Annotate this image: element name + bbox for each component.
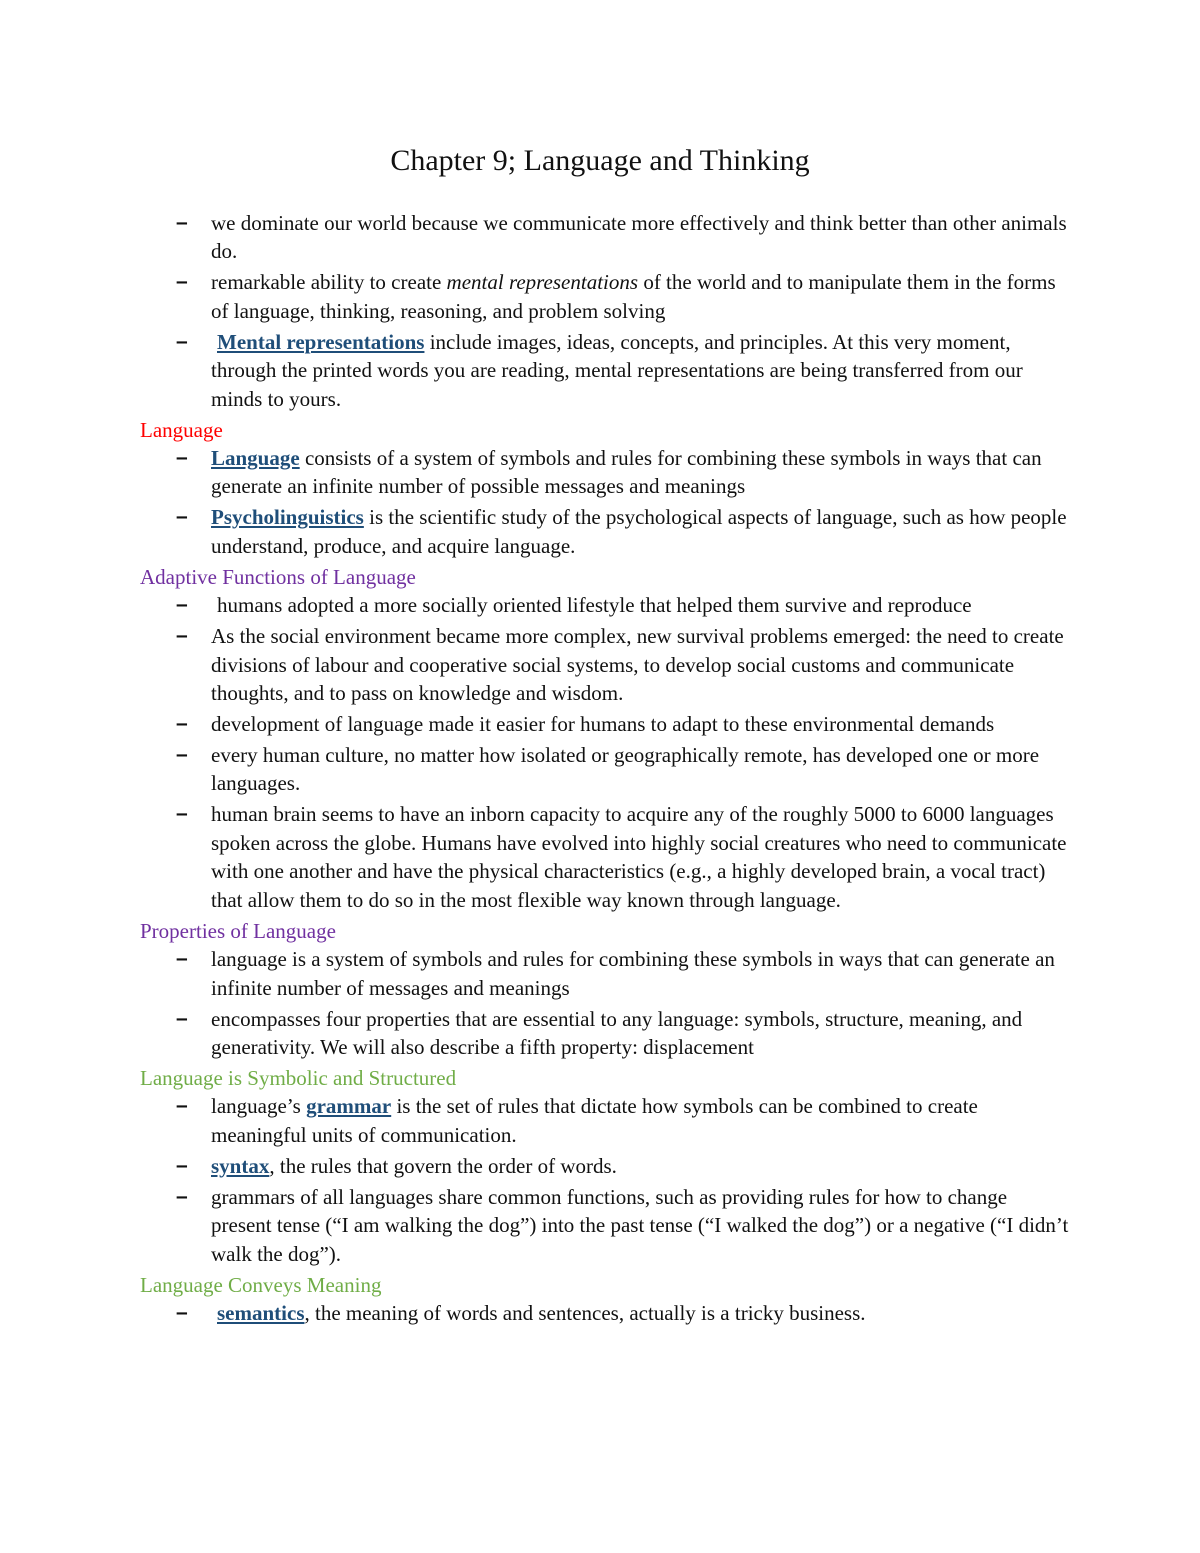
list-item — [140, 1183, 1070, 1268]
bullet-text: , the rules that govern the order of words. — [269, 1153, 617, 1178]
section-heading-adaptive-functions: Adaptive Functions of Language — [140, 564, 416, 589]
list-item — [140, 268, 1070, 325]
list-item — [140, 622, 1070, 707]
bullet-text: encompasses four properties that are essential to any language: symbols, structure, meaning, and generativity. We will also describe a fifth property: displacement — [211, 1006, 1023, 1059]
symbolic-list — [140, 1092, 1070, 1268]
key-term-semantics[interactable]: semantics — [217, 1300, 305, 1325]
meaning-list — [140, 1299, 1070, 1327]
emphasis-text: mental representations — [446, 270, 639, 295]
bullet-text: human brain seems to have an inborn capacity to acquire any of the roughly 5000 to 6000 languages spoken across the globe. Humans have evolved into highly social creatures who need to communicate with one another and have the physical characteristics (e.g., a highly developed brain, a vocal tract) that allow them to do so in the most flexible way known through language. — [211, 802, 1067, 912]
bullet-dash: – — [176, 712, 188, 736]
bullet-text: is the set of rules that dictate how symbols can be combined to create meaningful units of communication. — [211, 1094, 978, 1147]
bullet-dash: – — [176, 505, 188, 529]
bullet-dash: – — [176, 211, 188, 234]
bullet-text: grammars of all languages share common functions, such as providing rules for how to change present tense (“I am walking the dog”) into the past tense (“I walked the dog”) or a negative (“I didn’t walk the dog”). — [211, 1184, 1069, 1266]
language-list — [140, 444, 1070, 560]
bullet-text: language’s — [211, 1094, 307, 1119]
bullet-dash: – — [176, 1184, 188, 1208]
list-item — [140, 503, 1070, 560]
key-term-language[interactable]: Language — [211, 446, 300, 471]
bullet-text: , the meaning of words and sentences, actually is a tricky business. — [304, 1300, 866, 1325]
section-heading-symbolic-structured: Language is Symbolic and Structured — [140, 1065, 457, 1090]
list-item — [140, 800, 1070, 914]
bullet-text: humans adopted a more socially oriented lifestyle that helped them survive and reproduce — [217, 593, 972, 618]
list-item — [140, 209, 1070, 266]
key-term-mental-representations[interactable]: Mental representations — [217, 329, 425, 354]
bullet-text: of the world and to manipulate them in the forms of language, thinking, reasoning, and problem solving — [211, 270, 1056, 323]
bullet-text: language is a system of symbols and rules for combining these symbols in ways that can generate an infinite number of messages and meanings — [211, 947, 1055, 1000]
bullet-dash: – — [176, 270, 188, 294]
document-body — [140, 209, 1070, 1330]
page-title: Chapter 9; Language and Thinking — [390, 144, 810, 177]
key-term-psycholinguistics[interactable]: Psycholinguistics — [211, 505, 364, 530]
bullet-text: As the social environment became more complex, new survival problems emerged: the need to create divisions of labour and cooperative social systems, to develop social customs and communicate thoughts, and to pass on knowledge and wisdom. — [211, 624, 1064, 706]
list-item — [140, 591, 1070, 619]
bullet-dash: – — [176, 947, 188, 971]
bullet-text: remarkable ability to create — [211, 270, 447, 295]
bullet-dash: – — [176, 1300, 188, 1324]
section-heading-conveys-meaning: Language Conveys Meaning — [140, 1272, 382, 1297]
list-item — [140, 741, 1070, 798]
adaptive-list — [140, 591, 1070, 914]
bullet-dash: – — [176, 624, 188, 648]
bullet-text: development of language made it easier for humans to adapt to these environmental demands — [211, 712, 995, 737]
list-item — [140, 1092, 1070, 1149]
intro-list — [140, 209, 1070, 413]
bullet-text: consists of a system of symbols and rules for combining these symbols in ways that can generate an infinite number of possible messages and meanings — [211, 446, 1042, 499]
bullet-dash: – — [176, 329, 188, 353]
bullet-text: is the scientific study of the psychological aspects of language, such as how people understand, produce, and acquire language. — [211, 505, 1067, 558]
bullet-dash: – — [176, 743, 188, 767]
list-item — [140, 328, 1070, 413]
properties-list — [140, 945, 1070, 1061]
bullet-dash: – — [176, 802, 188, 826]
section-heading-language: Language — [140, 417, 223, 442]
list-item — [140, 710, 1070, 738]
list-item — [140, 1152, 1070, 1180]
bullet-dash: – — [176, 593, 188, 617]
key-term-syntax[interactable]: syntax — [211, 1153, 270, 1178]
bullet-dash: – — [176, 446, 188, 470]
bullet-text: we dominate our world because we communicate more effectively and think better than other animals do. — [211, 211, 1067, 264]
list-item — [140, 945, 1070, 1002]
list-item — [140, 444, 1070, 501]
bullet-dash: – — [176, 1006, 188, 1030]
bullet-dash: – — [176, 1153, 188, 1177]
bullet-dash: – — [176, 1094, 188, 1118]
bullet-text: include images, ideas, concepts, and principles. At this very moment, through the printed words you are reading, mental representations are being transferred from our minds to yours. — [211, 329, 1023, 411]
list-item — [140, 1299, 1070, 1327]
section-heading-properties: Properties of Language — [140, 918, 336, 943]
bullet-text: every human culture, no matter how isolated or geographically remote, has developed one or more languages. — [211, 743, 1040, 796]
key-term-grammar[interactable]: grammar — [306, 1094, 392, 1119]
list-item — [140, 1005, 1070, 1062]
